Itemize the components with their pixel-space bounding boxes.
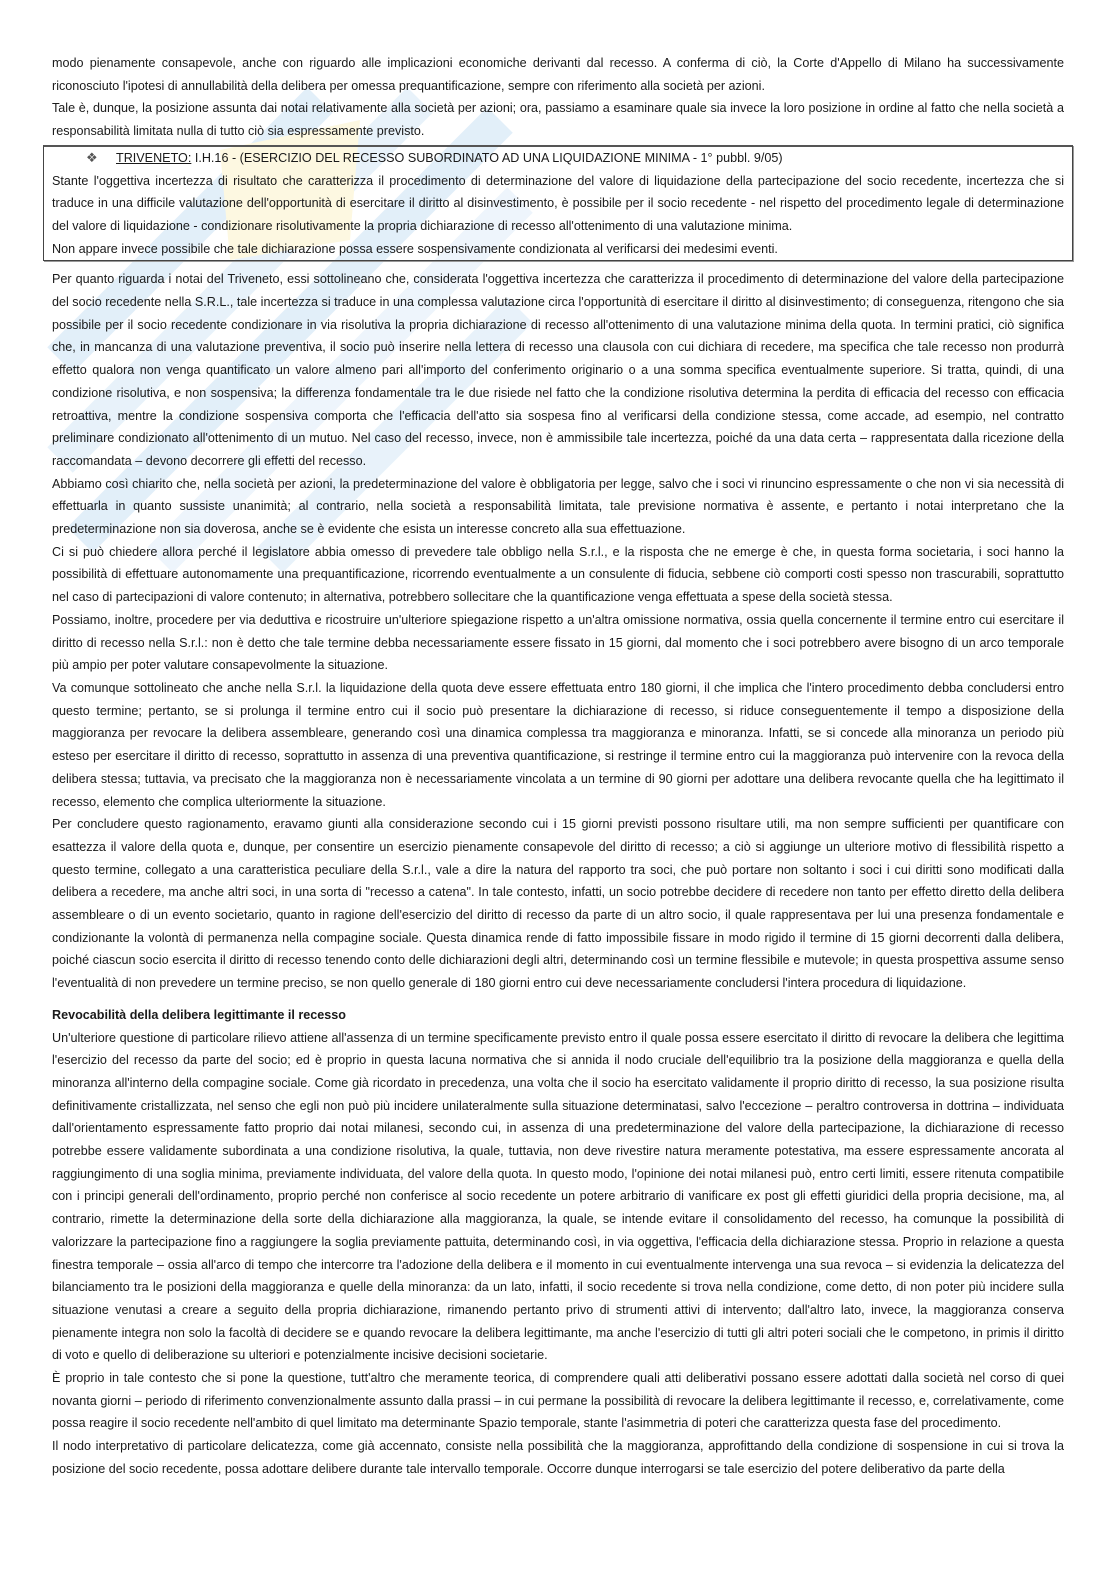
- document-page: [52, 52, 1064, 1481]
- paragraph: È proprio in tale contesto che si pone la questione, tutt'altro che meramente teorica, di comprendere quali atti deliberativi possano essere adottati dalla società nel corso di quei novanta giorni – periodo di riferimento convenzionalmente assunto dalla prassi – in cui permane la possibilità di revocare la delibera legittimante il recesso, e, correlativamente, come possa reagire il socio recedente nell'ambito di quel limitato ma determinante Spazio temporale, stante l'asimmetria di poteri che caratterizza questa fase del procedimento.: [52, 1371, 1064, 1431]
- diamond-bullet-icon: ❖: [86, 149, 98, 165]
- maxim-paragraph: Non appare invece possibile che tale dichiarazione possa essere sospensivamente condizionata al verificarsi dei medesimi eventi.: [52, 241, 778, 256]
- paragraph: Possiamo, inoltre, procedere per via deduttiva e ricostruire un'ulteriore spiegazione rispetto a un'altra omissione normativa, ossia quella concernente il termine entro cui esercitare il diritto di recesso nella S.r.l.: non è detto che tale termine debba necessariamente essere fissato in 15 giorni, dal momento che i soci potrebbero avere bisogno di un arco temporale più ampio per poter valutare consapevolmente la situazione.: [52, 612, 1064, 673]
- paragraph: Il nodo interpretativo di particolare delicatezza, come già accennato, consiste nella possibilità che la maggioranza, approfittando della condizione di sospensione in cui si trova la posizione del socio recedente, possa adottare delibere durante tale intervallo temporale. Occorre dunque interrogarsi se tale esercizio del potere deliberativo da parte della: [52, 1439, 1064, 1476]
- section-heading: Revocabilità della delibera legittimante il recesso: [52, 1007, 346, 1022]
- paragraph: Ci si può chiedere allora perché il legislatore abbia omesso di prevedere tale obbligo nella S.r.l., e la risposta che ne emerge è che, in questa forma societaria, i soci hanno la possibilità di effettuare autonomamente una prequantificazione, ricorrendo eventualmente a un consulente di fiducia, sebbene ciò comporti costi spesso non trascurabili, soprattutto nel caso di partecipazioni di valore contenuto; in alternativa, potrebbero sollecitare che la quantificazione venga effettuata a spese della società stessa.: [52, 544, 1064, 605]
- maxim-heading-text: I.H.16 - (ESERCIZIO DEL RECESSO SUBORDINATO AD UNA LIQUIDAZIONE MINIMA - 1° pubbl. 9/05): [191, 150, 783, 165]
- maxim-paragraph: Stante l'oggettiva incertezza di risultato che caratterizza il procedimento di determinazione del valore di liquidazione della partecipazione del socio recedente, incertezza che si traduce in una difficile valutazione dell'opportunità di esercitare il diritto al disinvestimento, è possibile per il socio recedente - nel rispetto del procedimento legale di determinazione del valore di liquidazione - condizionare risolutivamente la propria dichiarazione di recesso all'ottenimento di una valutazione minima.: [52, 173, 1064, 233]
- paragraph: Abbiamo così chiarito che, nella società per azioni, la predeterminazione del valore è obbligatoria per legge, salvo che i soci vi rinuncino espressamente o che non vi sia necessità di effettuarla in quanto sussiste unanimità; al contrario, nella società a responsabilità limitata, tale previsione normativa è assente, e pertanto i notai interpretano che la predeterminazione non sia doverosa, anche se è evidente che esista un interesse concreto alla sua effettuazione.: [52, 476, 1064, 537]
- paragraph: Un'ulteriore questione di particolare rilievo attiene all'assenza di un termine specificamente previsto entro il quale possa essere esercitato il diritto di revocare la delibera che legittima l'esercizio del recesso da parte del socio; ed è proprio in questa lacuna normativa che si annida il nodo cruciale dell'equilibrio tra la posizione della maggioranza e quella della minoranza all'interno della compagine sociale. Come già ricordato in precedenza, una volta che il socio ha esercitato validamente il proprio diritto di recesso, la sua posizione risulta definitivamente cristallizzata, nel senso che egli non può più incidere unilateralmente sulla situazione determinatasi, salvo l'eccezione – peraltro controversa in dottrina – individuata dall'orientamento espressamente fatto proprio dai notai milanesi, secondo cui, in assenza di una predeterminazione del valore della partecipazione, la dichiarazione di recesso potrebbe essere validamente subordinata a una condizione risolutiva, la quale, tuttavia, non deve rivestire natura meramente potestativa, ma essere espressamente ancorata al raggiungimento di una soglia minima, previamente individuata, del valore della quota. In questo modo, l'opinione dei notai milanesi può, entro certi limiti, essere ritenuta compatibile con i principi generali dell'ordinamento, proprio perché non conferisce al socio recedente un potere arbitrario di vanificare ex post gli effetti giuridici della propria decisione, ma, al contrario, rimette la determinazione della sorte della dichiarazione alla maggioranza, la quale, se intende evitare il consolidamento del recesso, ha comunque la possibilità di valorizzare la partecipazione fino a raggiungere la soglia previamente pattuita, determinando così, in via oggettiva, l'efficacia della dichiarazione stessa. Proprio in relazione a questa finestra temporale – ossia all'arco di tempo che intercorre tra l'adozione della delibera e il momento in cui eventualmente intervenga una sua revoca – si evidenzia la delicatezza del bilanciamento tra le posizioni della maggioranza e quelle della minoranza: da un lato, infatti, il socio recedente si trova nella condizione, come detto, di non poter più incidere sulla situazione venutasi a creare a seguito della propria dichiarazione, rimanendo pertanto privo di strumenti attivi di intervento; dall'altro lato, invece, la maggioranza conserva pienamente integra non solo la facoltà di decidere se e quando revocare la delibera legittimante, ma anche l'esercizio di tutti gli altri poteri sociali che le competono, in primis il diritto di voto e quello di deliberazione su ulteriori e potenzialmente incisive decisioni societarie.: [52, 1030, 1064, 1363]
- paragraph: Per concludere questo ragionamento, eravamo giunti alla considerazione secondo cui i 15 giorni previsti possono risultare utili, ma non sempre sufficienti per quantificare con esattezza il valore della quota e, dunque, per consentire un esercizio pienamente consapevole del diritto di recesso; a ciò si aggiunge un ulteriore motivo di flessibilità rispetto a questo termine, collegato a una caratteristica peculiare della S.r.l., vale a dire la natura del rapporto tra soci, che può portare non soltanto i soci i cui diritti sono modificati dalla delibera a recedere, ma anche altri soci, in una sorta di "recesso a catena". In tale contesto, infatti, un socio potrebbe decidere di recedere non tanto per effetto diretto della delibera assembleare o di un evento societario, quanto in ragione dell'esercizio del diritto di recesso da parte di un altro socio, il quale rappresentava per lui una presenza fondamentale e condizionante la volontà di permanenza nella compagine sociale. Questa dinamica rende di fatto impossibile fissare in modo rigido il termine di 15 giorni decorrenti dalla delibera, poiché ciascun socio esercita il diritto di recesso tenendo conto delle dichiarazioni degli altri, determinando così un termine flessibile e mutevole; in questa prospettiva assume senso l'eventualità di non prevedere un termine preciso, se non quello generale di 180 giorni entro cui deve necessariamente concludersi l'intera procedura di liquidazione.: [52, 817, 1064, 991]
- maxim-heading: [52, 147, 1064, 170]
- triveneto-link[interactable]: TRIVENETO:: [116, 150, 192, 165]
- paragraph: Va comunque sottolineato che anche nella S.r.l. la liquidazione della quota deve essere effettuata entro 180 giorni, il che implica che l'intero procedimento debba concludersi entro questo termine; pertanto, se si prolunga il termine entro cui il socio può presentare la dichiarazione di recesso, si riduce conseguentemente il tempo a disposizione della maggioranza per revocare la delibera assembleare, generando così una dinamica complessa tra maggioranza e minoranza. Infatti, se si concede alla minoranza un periodo più esteso per esercitare il diritto di recesso, soprattutto in assenza di una preventiva quantificazione, si restringe il termine entro cui la maggioranza può intervenire con la revoca della delibera stessa; tuttavia, va precisato che la maggioranza non è necessariamente vincolata a un termine di 90 giorni per adottare una delibera revocante quella che ha legittimato il recesso, elemento che complica ulteriormente la situazione.: [52, 680, 1064, 809]
- paragraph: modo pienamente consapevole, anche con riguardo alle implicazioni economiche derivanti dal recesso. A conferma di ciò, la Corte d'Appello di Milano ha successivamente riconosciuto l'ipotesi di annullabilità della delibera per omessa prequantificazione, sempre con riferimento alla società per azioni.: [52, 56, 1064, 93]
- triveneto-maxim-box: [43, 145, 1073, 262]
- paragraph: Per quanto riguarda i notai del Triveneto, essi sottolineano che, considerata l'oggettiva incertezza che caratterizza il procedimento di determinazione del valore della partecipazione del socio recedente nella S.R.L., tale incertezza si traduce in una complessa valutazione circa l'opportunità di esercitare il diritto al disinvestimento; di conseguenza, ritengono che sia possibile per il socio recedente condizionare in via risolutiva la propria dichiarazione di recesso all'ottenimento di una valutazione minima della quota. In termini pratici, ciò significa che, in mancanza di una valutazione preventiva, il socio può inserire nella lettera di recesso una clausola con cui dichiara di recedere, ma specifica che tale recesso non produrrà effetto qualora non venga quantificato un valore almeno pari all'importo del conferimento originario o a una somma specifica eventualmente superiore. Si tratta, quindi, di una condizione risolutiva, e non sospensiva; la differenza fondamentale tra le due risiede nel fatto che la condizione risolutiva determina la perdita di efficacia del recesso con efficacia retroattiva, mentre la condizione sospensiva comporta che l'efficacia dell'atto sia sospesa fino al verificarsi della condizione stessa, come accade, ad esempio, nel contratto preliminare condizionato all'ottenimento di un mutuo. Nel caso del recesso, invece, non è ammissibile tale incertezza, poiché da una data certa – rappresentata dalla ricezione della raccomandata – devono decorrere gli effetti del recesso.: [52, 272, 1064, 468]
- paragraph: Tale è, dunque, la posizione assunta dai notai relativamente alla società per azioni; ora, passiamo a esaminare quale sia invece la loro posizione in ordine al fatto che nella società a responsabilità limitata nulla di tutto ciò sia espressamente previsto.: [52, 101, 1064, 139]
